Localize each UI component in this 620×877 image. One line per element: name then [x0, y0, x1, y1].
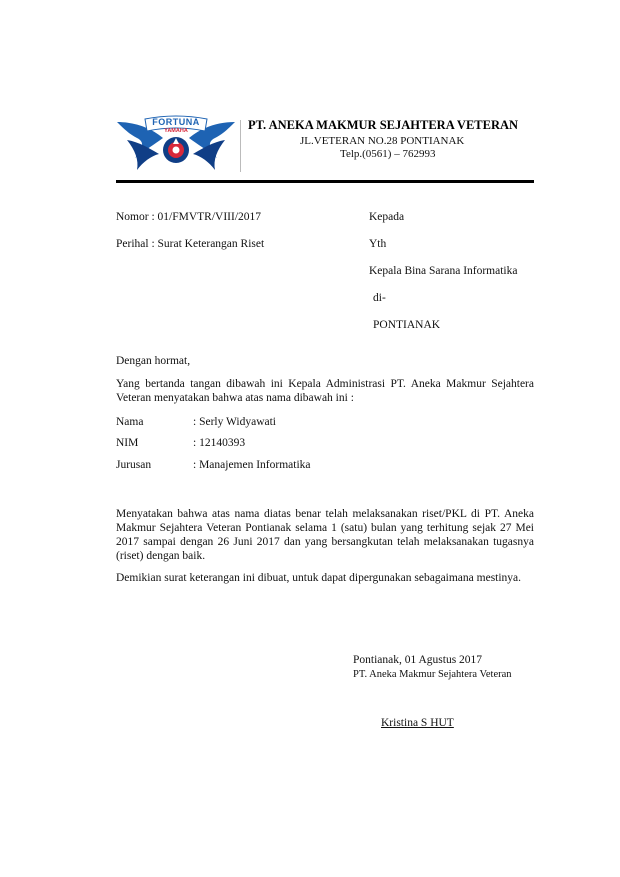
field-label-nama: Nama [116, 416, 144, 428]
signature-company: PT. Aneka Makmur Sejahtera Veteran [353, 669, 512, 680]
letter-number: Nomor : 01/FMVTR/VIII/2017 [116, 211, 262, 223]
field-label-nim: NIM [116, 437, 139, 449]
signature-date: Pontianak, 01 Agustus 2017 [353, 654, 483, 666]
company-phone: Telp.(0561) – 762993 [340, 148, 436, 160]
closing-paragraph: Demikian surat keterangan ini dibuat, untuk dapat dipergunakan sebagaimana mestinya. [116, 572, 522, 584]
field-value-jurusan: : Manajemen Informatika [193, 459, 311, 471]
letterhead-rule [116, 180, 534, 183]
addressee-city: PONTIANAK [373, 319, 441, 331]
company-address: JL.VETERAN NO.28 PONTIANAK [300, 135, 465, 147]
greeting: Dengan hormat, [116, 355, 191, 367]
addressee-name: Kepala Bina Sarana Informatika [369, 265, 518, 277]
logo-sub-text: YAMAHA [164, 128, 188, 134]
company-name: PT. ANEKA MAKMUR SEJAHTERA VETERAN [248, 118, 519, 132]
field-value-nim: : 12140393 [193, 437, 246, 449]
addressee-yth: Yth [369, 238, 387, 250]
signer-name: Kristina S HUT [381, 717, 454, 729]
company-logo [115, 114, 237, 176]
addressee-di: di- [373, 292, 386, 304]
statement-paragraph: Menyatakan bahwa atas nama diatas benar telah melaksanakan riset/PKL di PT. Aneka Makmur Sejahtera Veteran Pontianak selama 1 (satu) bulan yang terhitung sejak 27 Mei 2017 sampai dengan 26 Juni 2017 dan yang bersangkutan telah melaksanakan tugasnya (riset) dengan baik. [116, 508, 534, 562]
intro-paragraph: Yang bertanda tangan dibawah ini Kepala Administrasi PT. Aneka Makmur Sejahtera Veteran menyatakan bahwa atas nama dibawah ini : [116, 378, 534, 404]
letter-subject: Perihal : Surat Keterangan Riset [116, 238, 265, 250]
addressee-label: Kepada [369, 211, 405, 223]
logo-brand-text: FORTUNA [152, 117, 200, 127]
field-value-nama: : Serly Widyawati [193, 416, 277, 428]
field-label-jurusan: Jurusan [116, 459, 152, 471]
letterhead-divider [240, 120, 241, 172]
